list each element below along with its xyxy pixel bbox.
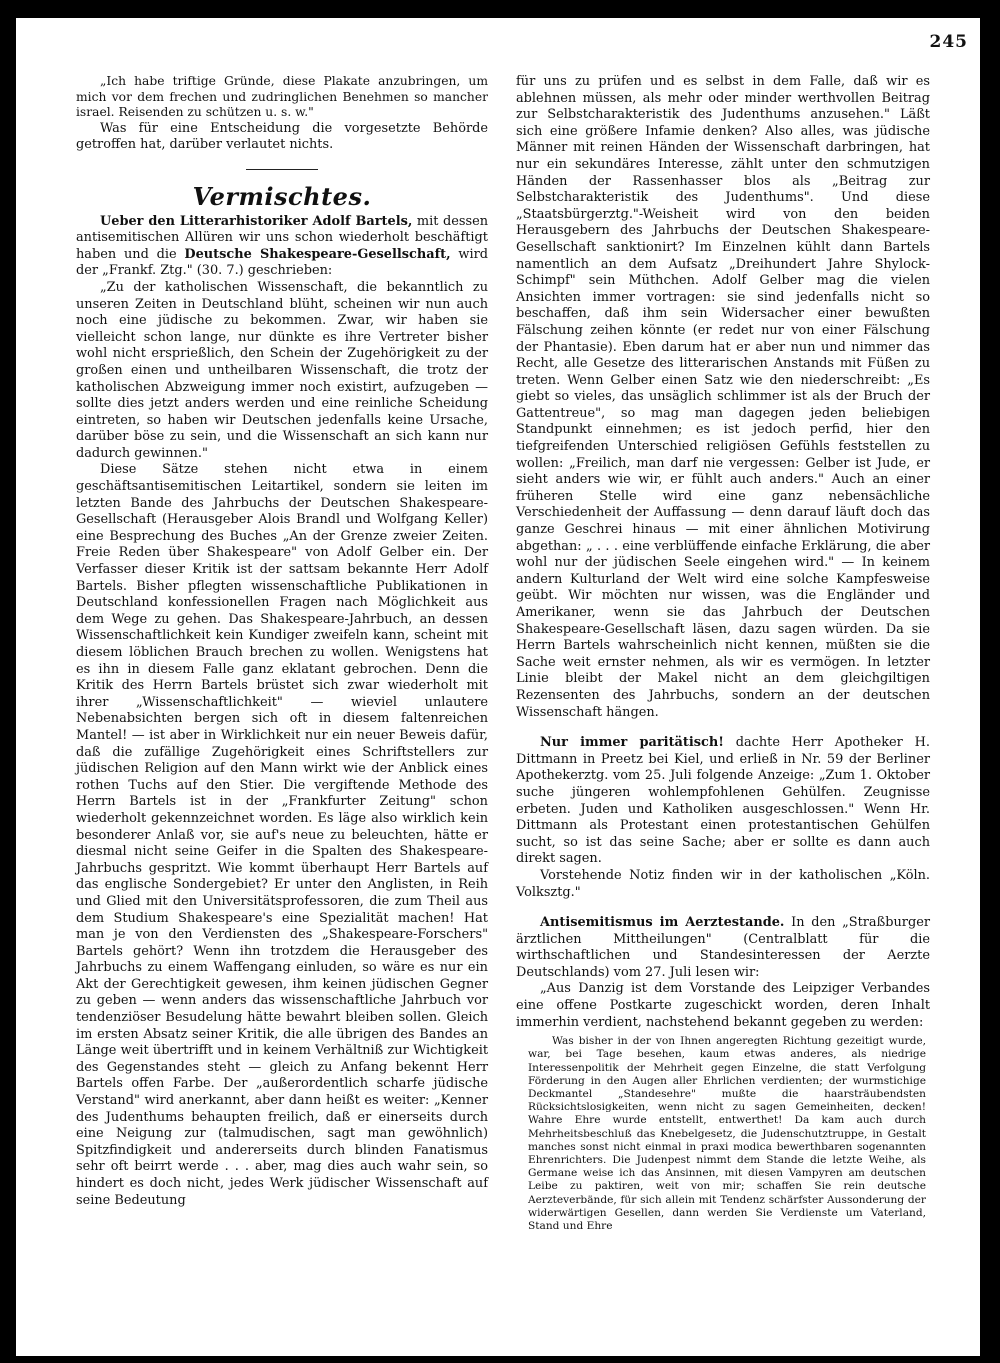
antisemitism-text: In den „Straßburger ärztlichen Mittheilungen" (Centralblatt für die wirthschaftlichen und Standesinteressen der Aerzte Deutschlands) vom 27. Juli lesen wir: bbox=[516, 915, 930, 980]
article-lead-bold: Deutsche Shakespeare-Gesellschaft, bbox=[184, 246, 451, 262]
antisemitism-article bbox=[516, 915, 930, 981]
section-title: Vermischtes. bbox=[192, 181, 372, 211]
parity-heading: Nur immer paritätisch! bbox=[540, 735, 724, 751]
parity-article bbox=[516, 735, 930, 868]
intro-quote: „Ich habe triftige Gründe, diese Plakate anzubringen, um mich vor dem frechen und zudringlichen Benehmen so mancher israel. Reisenden zu schützen u. s. w." bbox=[76, 74, 488, 120]
parity-text: dachte Herr Apotheker H. Dittmann in Preetz bei Kiel, und erließ in Nr. 59 der Berliner Apothekerztg. vom 25. Juli folgende Anzeige: „Zum 1. Oktober suche jüngeren wohlempfohlenen Gehülfen. Zeugnisse erbeten. Juden und Katholiken ausgeschlossen." Wenn Hr. Dittmann als Protestant einen protestantischen Gehülfen sucht, so ist das seine Sache; aber er sollte es dann auch direkt sagen. bbox=[516, 735, 930, 867]
spacer bbox=[516, 901, 930, 915]
newspaper-page bbox=[16, 18, 980, 1356]
page-number: 245 bbox=[929, 32, 968, 52]
article-heading: Ueber den Litterarhistoriker Adolf Bartels, bbox=[100, 213, 413, 229]
section-divider bbox=[246, 169, 318, 170]
left-column bbox=[76, 74, 488, 1209]
bartels-paragraph: Diese Sätze stehen nicht etwa in einem geschäftsantisemitischen Leitartikel, sondern sie leiten im letzten Bande des Jahrbuchs der Deutschen Shakespeare-Gesellschaft (Herausgeber Alois Brandl und Wolfgang Keller) eine Besprechung des Buches „An der Grenze zweier Zeiten. Freie Reden über Shakespeare" von Adolf Gelber ein. Der Verfasser dieser Kritik ist der sattsam bekannte Herr Adolf Bartels. Bisher pflegten wissenschaftliche Publikationen in Deutschland konfessionellen Fragen nach Möglichkeit aus dem Wege zu gehen. Das Shakespeare-Jahrbuch, an dessen Wissenschaftlichkeit kein Kundiger zweifeln kann, scheint mit diesem löblichen Brauch brechen zu wollen. Wenigstens hat es ihn in diesem Falle ganz eklatant gebrochen. Denn die Kritik des Herrn Bartels brüstet sich zwar wiederholt mit ihrer „Wissenschaftlichkeit" — wieviel unlautere Nebenabsichten bergen sich oft in diesem faltenreichen Mantel! — ist aber in Wirklichkeit nur ein neuer Beweis dafür, daß die zufällige Zugehörigkeit eines Schriftstellers zur jüdischen Religion auf den Mann wirkt wie der Anblick eines rothen Tuchs auf den Stier. Die vergiftende Methode des Herrn Bartels ist in der „Frankfurter Zeitung" schon wiederholt gekennzeichnet worden. Es läge also wirklich kein besonderer Anlaß vor, sie auf's neue zu beleuchten, hätte er diesmal nicht seine Geifer in die Spalten des Shakespeare-Jahrbuchs gespritzt. Wie kommt überhaupt Herr Bartels auf das englische Sondergebiet? Er unter den Anglisten, in Reih und Glied mit den Universitätsprofessoren, die zum Theil aus dem Studium Shakespeare's eine Spezialität machen! Hat man je von den Verdiensten des „Shakespeare-Forschers" Bartels gehört? Wenn ihn trotzdem die Herausgeber des Jahrbuchs zu einem Waffengang einluden, so wäre es nur ein Akt der Gerechtigkeit gewesen, ihm keinen jüdischen Gegner zu geben — wenn anders das wissenschaftliche Jahrbuch vor tendenziöser Besudelung hätte bewahrt bleiben sollen. Gleich im ersten Absatz seiner Kritik, die alle übrigen des Bandes an Länge weit übertrifft und in keinem Verhältniß zur Wichtigkeit des Gegenstandes steht — gleich zu Anfang bekennt Herr Bartels offen Farbe. Der „außerordentlich scharfe jüdische Verstand" wird anerkannt, aber dann heißt es weiter: „Kenner des Judenthums behaupten freilich, daß er einerseits durch eine Neigung zur (talmudischen, sagt man gewöhnlich) Spitzfindigkeit und andererseits durch blinden Fanatismus sehr oft beirrt werde . . . aber, mag dies auch wahr sein, so hindert es doch nicht, jedes Werk jüdischer Wissenschaft auf seine Bedeutung bbox=[76, 462, 488, 1208]
spacer bbox=[516, 721, 930, 735]
article-lead-end: wird der „Frankf. Ztg." (30. 7.) geschrieben: bbox=[76, 246, 488, 279]
intro-note: Was für eine Entscheidung die vorgesetzte Behörde getroffen hat, darüber verlautet nichts. bbox=[76, 120, 488, 153]
right-column bbox=[516, 74, 930, 1233]
quote-catholic-science: „Zu der katholischen Wissenschaft, die bekanntlich zu unseren Zeiten in Deutschland blüht, scheinen wir nun auch noch eine jüdische zu bekommen. Zwar, wir haben sie vielleicht schon lange, nur dünkte es ihre Vertreter bisher wohl nicht ersprießlich, den Schein der Zugehörigkeit zu der großen einen und untheilbaren Wissenschaft, die trotz der katholischen Abzweigung immer noch existirt, aufzugeben — sollte dies jetzt anders werden und eine reinliche Scheidung eintreten, so haben wir Deutschen jedenfalls keine Ursache, darüber böse zu sein, und die Wissenschaft an sich kann nur dadurch gewinnen." bbox=[76, 279, 488, 461]
article-lead bbox=[76, 214, 488, 280]
article-lead-text: mit dessen antisemitischen Allüren wir uns schon wiederholt beschäftigt haben und die bbox=[76, 213, 489, 262]
parity-note: Vorstehende Notiz finden wir in der katholischen „Köln. Volksztg." bbox=[516, 867, 930, 900]
bartels-continuation: für uns zu prüfen und es selbst in dem Falle, daß wir es ablehnen müssen, als mehr oder minder werthvollen Beitrag zur Selbstcharakteristik des Judenthums anzusehen." Läßt sich eine größere Infamie denken? Also alles, was jüdische Männer mit reinen Händen der Wissenschaft darbringen, hat nur ein sekundäres Interesse, zählt unter den schmutzigen Händen der Rassenhasser blos als „Beitrag zur Selbstcharakteristik des Judenthums". Und diese „Staatsbürgerztg."-Weisheit wird von den beiden Herausgebern des Jahrbuchs der Deutschen Shakespeare-Gesellschaft sanktionirt? Im Einzelnen kühlt dann Bartels namentlich an dem Aufsatz „Dreihundert Jahre Shylock-Schimpf" sein Müthchen. Adolf Gelber mag die vielen Ansichten immer vortragen: sie sind jedenfalls nicht so beschaffen, daß ihm sein Widersacher einer bewußten Fälschung zeihen könnte (er redet nur von einer Fälschung der Phantasie). Eben darum hat er aber nun und nimmer das Recht, alle Gesetze des litterarischen Anstands mit Füßen zu treten. Wenn Gelber einen Satz wie den niederschreibt: „Es giebt so vieles, das unsäglich schlimmer ist als der Bruch der Gattentreue", so mag man dagegen jeden beliebigen Standpunkt einnehmen; es ist jedoch perfid, hier den tiefgreifenden Unterschied religiösen Gefühls feststellen zu wollen: „Freilich, man darf nie vergessen: Gelber ist Jude, er sieht anders wie wir, er fühlt auch anders." Auch an einer früheren Stelle wird eine ganz nebensächliche Verschiedenheit der Auffassung — denn darauf läuft doch das ganze Geschrei hinaus — mit einer ähnlichen Motivirung abgethan: „ . . . eine verblüffende einfache Erklärung, die aber wohl nur der jüdischen Seele eingehen wird." — In keinem andern Kulturland der Welt wird eine solche Kampfesweise geübt. Wir möchten nur wissen, was die Engländer und Amerikaner, wenn sie das Jahrbuch der Deutschen Shakespeare-Gesellschaft läsen, dazu sagen würden. Da sie Herrn Bartels wahrscheinlich nicht kennen, müßten sie die Sache weit ernster nehmen, als wir es vermögen. In letzter Linie bleibt der Makel nicht an dem gleichgiltigen Rezensenten des Jahrbuchs, sondern an der deutschen Wissenschaft hängen. bbox=[516, 74, 930, 720]
antisemitism-heading: Antisemitismus im Aerztestande. bbox=[540, 915, 785, 931]
postcard-text: Was bisher in der von Ihnen angeregten Richtung gezeitigt wurde, war, bei Tage besehen, kaum etwas anderes, als niedrige Interessenpolitik der Mehrheit gegen Einzelne, die statt Verfolgung Förderung in den Augen aller Ehrlichen verdienten; der wurmstichige Deckmantel „Standesehre" mußte die haarsträubendsten Rücksichtslosigkeiten, wenn nicht zu sagen Gemeinheiten, decken! Wahre Ehre wurde entstellt, entwerthet! Da kam auch durch Mehrheitsbeschluß das Knebelgesetz, die Judenschutztruppe, in Gestalt manches sonst nicht einmal in praxi modica bewerthbaren sogenannten Ehrenrichters. Die Judenpest nimmt dem Stande die letzte Weihe, als Germane weise ich das Ansinnen, mit diesen Vampyren am deutschen Leibe zu paktiren, weit von mir; schaffen Sie rein deutsche Aerzteverbände, für sich allein mit Tendenz schärfster Aussonderung der widerwärtigen Gesellen, dann werden Sie Verdienste um Vaterland, Stand und Ehre bbox=[528, 1035, 926, 1233]
danzig-quote: „Aus Danzig ist dem Vorstande des Leipziger Verbandes eine offene Postkarte zugeschickt worden, deren Inhalt immerhin verdient, nachstehend bekannt gegeben zu werden: bbox=[516, 981, 930, 1030]
